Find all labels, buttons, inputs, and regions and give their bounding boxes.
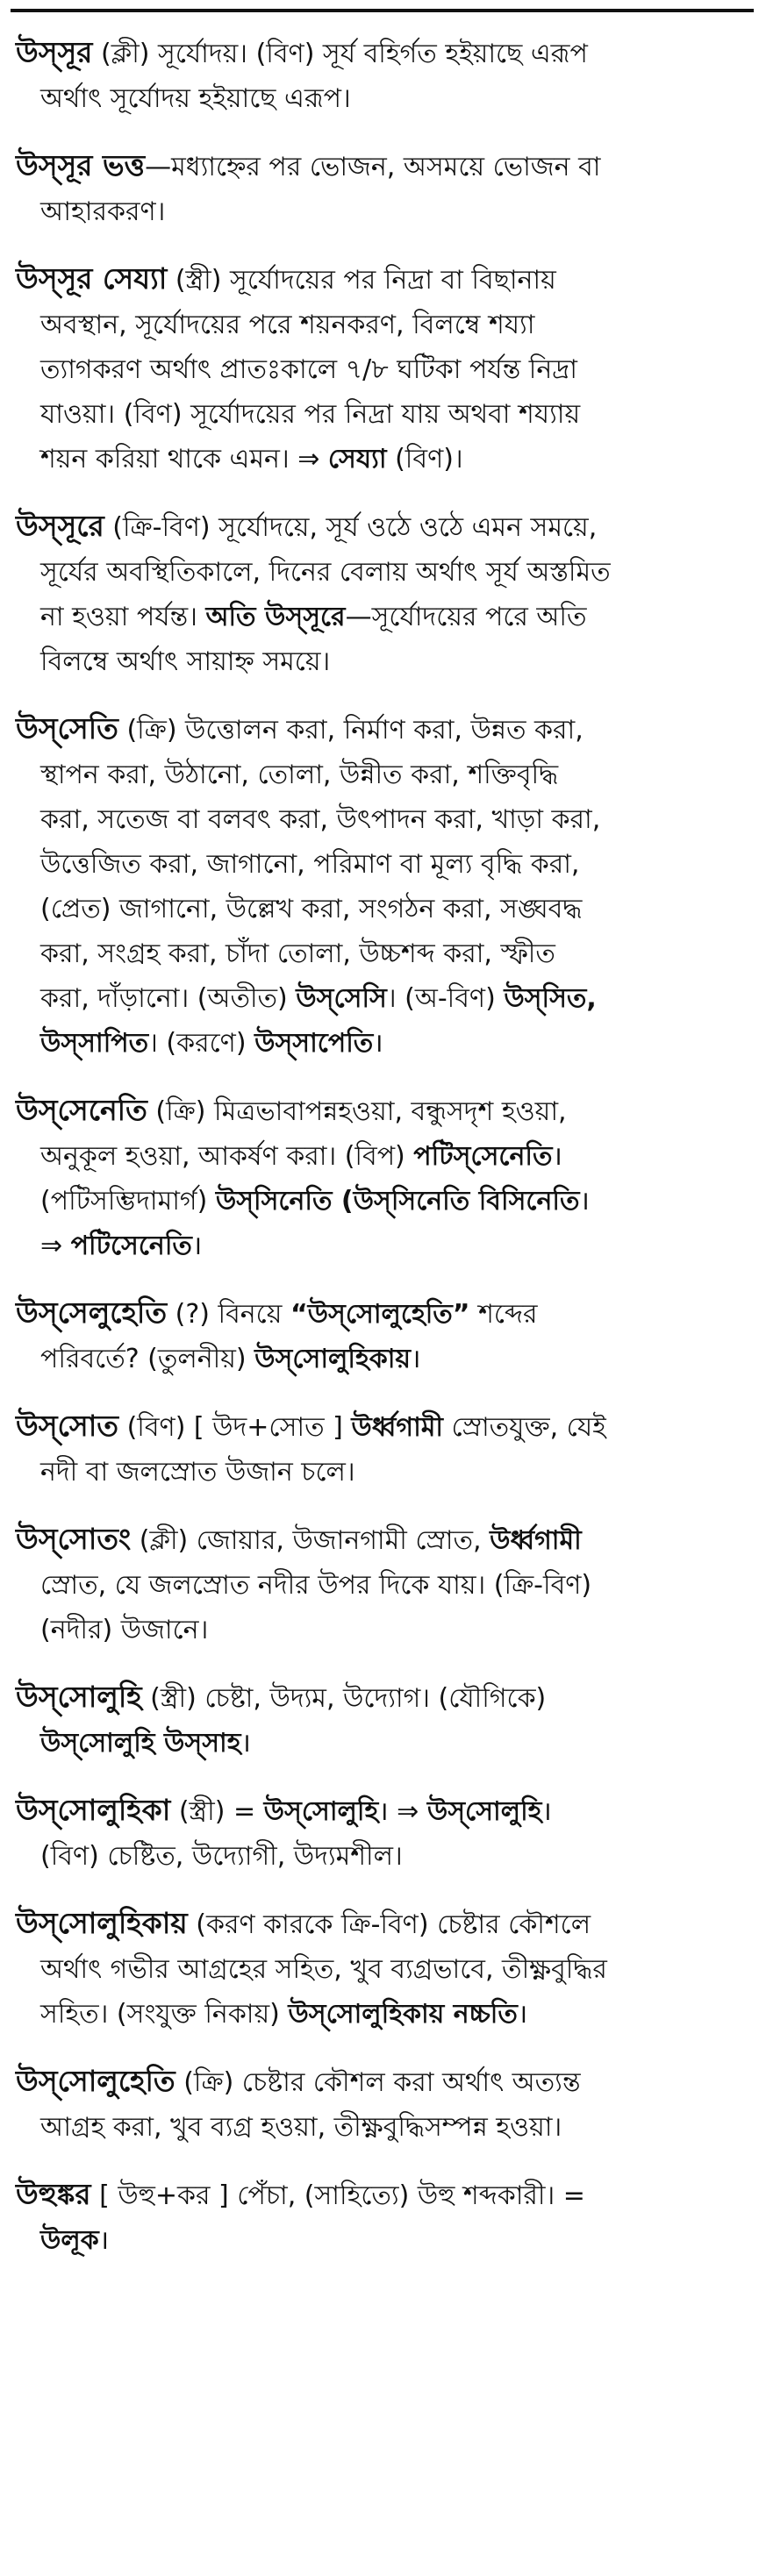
definition-text: অবস্থান, সূর্যোদয়ের পরে শয়নকরণ, বিলম্বে শয্যা [40, 310, 535, 340]
entry-line [16, 2059, 750, 2105]
entry-line [16, 1901, 750, 1947]
definition-text: স্রোতযুক্ত, যেই [443, 1412, 606, 1443]
definition-text: । [411, 1344, 421, 1374]
bold-term: উলূক [40, 2225, 99, 2256]
entry-line [16, 2172, 750, 2218]
entry-line [16, 797, 750, 842]
definition-text: (বিণ) [ উদ+সোত ] [118, 1412, 352, 1443]
definition-text: (বিণ)। [386, 444, 463, 475]
bold-term: উস্‌সোলুহি [426, 1796, 542, 1827]
entry-line [16, 842, 750, 887]
entry-line [16, 1992, 750, 2037]
top-rule [11, 9, 754, 12]
bold-term: অতি উস্‌সূরে [205, 602, 346, 632]
definition-text: অনুকূল হওয়া, আকর্ষণ করা। (বিপ) [40, 1141, 414, 1172]
entry-line [16, 256, 750, 303]
dictionary-entry [16, 2172, 750, 2263]
definition-text: (ক্রি-বিণ) সূর্যোদয়ে, সূর্য ওঠে ওঠে এমন সময়ে, [104, 512, 598, 543]
headword: উস্‌সোত [16, 1409, 119, 1443]
definition-text: (স্ত্রী) চেষ্টা, উদ্যম, উদ্যোগ। (যৌগিকে) [141, 1683, 547, 1714]
definition-text: সূর্যের অবস্থিতিকালে, দিনের বেলায় অর্থাৎ সূর্য অস্তমিত [40, 557, 611, 588]
definition-text: [ উহু+কর ] পেঁচা, (সাহিত্যে) উহু শব্দকারী। = [90, 2180, 585, 2211]
dictionary-entry [16, 2059, 750, 2150]
definition-text: (স্ত্রী) = [170, 1796, 264, 1827]
dictionary-entry [16, 30, 750, 121]
headword: উস্‌সোলুহি [16, 1680, 142, 1714]
entry-line [16, 347, 750, 392]
entry-line [16, 2218, 750, 2263]
entry-line [16, 1834, 750, 1879]
entry-line [16, 931, 750, 976]
headword: উস্‌সোলুহেতি [16, 2064, 175, 2098]
definition-text: (ক্রি) চেষ্টার কৌশল করা অর্থাৎ অত্যন্ত [175, 2067, 581, 2098]
bold-term: উস্‌সোলুহি উস্‌সাহ [40, 1728, 241, 1759]
bold-term: উস্‌সিনেতি (উস্‌সিনেতি বিসিনেতি [215, 1186, 580, 1217]
headword: উস্‌সোতং [16, 1522, 132, 1556]
definition-text: করা, দাঁড়ানো। (অতীত) [40, 983, 297, 1014]
dictionary-entry [16, 1516, 750, 1652]
definition-text: (ক্লী) সূর্যোদয়। (বিণ) সূর্য বহির্গত হইয়াছে এরূপ [92, 39, 588, 69]
entry-line [16, 1947, 750, 1992]
definition-text: (করণ কারকে ক্রি-বিণ) চেষ্টার কৌশলে [187, 1909, 591, 1940]
bold-term: উর্ধ্বগামী [490, 1525, 582, 1556]
bold-term: উস্‌সাপেতি [254, 1028, 374, 1059]
definition-text: বিলম্বে অর্থাৎ সায়াহ্ন সময়ে। [40, 646, 331, 677]
definition-text: করা, সতেজ বা বলবৎ করা, উৎপাদন করা, খাড়া করা, [40, 804, 601, 835]
entry-line [16, 706, 750, 753]
definition-text: । [579, 1186, 590, 1217]
dictionary-entry [16, 1901, 750, 2037]
headword: উস্‌সেনেতি [16, 1093, 147, 1127]
dictionary-entry [16, 1088, 750, 1268]
definition-text: ত্যাগকরণ অর্থাৎ প্রাতঃকালে ৭/৮ ঘটিকা পর্যন্ত নিদ্রা [40, 354, 577, 385]
definition-text: (প্রেত) জাগানো, উল্লেখ করা, সংগঠন করা, সঙ্ঘবদ্ধ [40, 894, 583, 924]
entry-line [16, 887, 750, 931]
entry-line [16, 1337, 750, 1381]
definition-text: । [373, 1028, 383, 1059]
headword: উস্‌সোলুহিকা [16, 1793, 171, 1827]
dictionary-entry [16, 503, 750, 684]
bold-term: উর্ধ্বগামী [351, 1412, 444, 1443]
entry-line [16, 1450, 750, 1495]
dictionary-entry [16, 1403, 750, 1495]
definition-text: ⇒ [40, 1231, 71, 1261]
entry-line [16, 976, 750, 1021]
definition-text: আগ্রহ করা, খুব ব্যগ্র হওয়া, তীক্ষ্ণবুদ্ধিসম্পন্ন হওয়া। [40, 2112, 562, 2143]
definition-text: (বিণ) চেষ্টিত, উদ্যোগী, উদ্যমশীল। [40, 1841, 403, 1872]
dictionary-entry [16, 1674, 750, 1766]
definition-text: (স্ত্রী) সূর্যোদয়ের পর নিদ্রা বা বিছানায় [167, 265, 556, 296]
headword: উহুঙ্কর [16, 2177, 91, 2211]
bold-term: পটিসেনেতি [70, 1231, 192, 1261]
definition-text: । [98, 2225, 110, 2256]
bold-term: উস্‌সোলুহি [263, 1796, 379, 1827]
definition-text: । [541, 1796, 552, 1827]
entry-line [16, 1721, 750, 1766]
dictionary-entry [16, 143, 750, 234]
entry-line [16, 2105, 750, 2150]
entry-line [16, 1788, 750, 1834]
entry-line [16, 1021, 750, 1066]
entry-line [16, 1403, 750, 1450]
entry-line [16, 1563, 750, 1608]
entry-line [16, 639, 750, 684]
definition-text: শব্দের [469, 1299, 538, 1330]
dictionary-entry [16, 1290, 750, 1381]
definition-text: । (করণে) [148, 1028, 255, 1059]
definition-text: —সূর্যোদয়ের পরে অতি [345, 602, 587, 632]
definition-text: স্রোত, যে জলস্রোত নদীর উপর দিকে যায়। (ক্রি-বিণ) [40, 1570, 592, 1601]
headword: উস্‌সেতি [16, 711, 118, 746]
definition-text: । ⇒ [378, 1796, 427, 1827]
dictionary-entry [16, 256, 750, 482]
entry-line [16, 1674, 750, 1721]
entry-line [16, 76, 750, 121]
definition-text: সহিত। (সংযুক্ত নিকায়) [40, 1999, 289, 2030]
definition-text: । [191, 1231, 203, 1261]
definition-text: স্থাপন করা, উঠানো, তোলা, উন্নীত করা, শক্তিবৃদ্ধি [40, 760, 559, 790]
definition-text: —মধ্যাহ্নের পর ভোজন, অসময়ে ভোজন বা [145, 152, 601, 182]
definition-text: (পটিসম্ভিদামার্গ) [40, 1186, 216, 1217]
entry-line [16, 550, 750, 595]
definition-text: (ক্রি) উত্তোলন করা, নির্মাণ করা, উন্নত করা, [118, 715, 584, 746]
headword: উস্‌সূর সেয্যা [16, 261, 168, 296]
entry-line [16, 1224, 750, 1268]
dictionary-entry [16, 706, 750, 1066]
entry-line [16, 189, 750, 234]
entry-line [16, 1134, 750, 1179]
entry-line [16, 437, 750, 482]
entry-line [16, 1088, 750, 1134]
bold-term: সেয্যা [327, 444, 387, 475]
entry-line [16, 503, 750, 550]
bold-term: “উস্‌সোলুহেতি” [290, 1299, 470, 1330]
headword: উস্‌সূর ভত্ত [16, 148, 146, 182]
entry-line [16, 392, 750, 437]
bold-term: উস্‌সাপিত [40, 1028, 149, 1059]
entry-line [16, 1179, 750, 1224]
definition-text: উত্তেজিত করা, জাগানো, পরিমাণ বা মূল্য বৃদ্ধি করা, [40, 849, 580, 880]
bold-term: উস্‌সোলুহিকায় [254, 1344, 412, 1374]
headword: উস্‌সূরে [16, 509, 104, 543]
definition-text: করা, সংগ্রহ করা, চাঁদা তোলা, উচ্চশব্দ করা, স্ফীত [40, 938, 555, 969]
dictionary-entry [16, 1788, 750, 1879]
definition-text: (নদীর) উজানে। [40, 1615, 209, 1645]
entry-line [16, 1516, 750, 1563]
bold-term: উস্‌সোলুহিকায় নচ্চতি [288, 1999, 518, 2030]
entry-line [16, 303, 750, 347]
definition-text: । [240, 1728, 251, 1759]
headword: উস্‌সোলুহিকায় [16, 1906, 188, 1940]
entry-line [16, 143, 750, 189]
entry-line [16, 1290, 750, 1337]
definition-text: নদী বা জলস্রোত উজান চলে। [40, 1457, 355, 1488]
definition-text: আহারকরণ। [40, 196, 166, 227]
entry-line [16, 595, 750, 639]
definition-text: শয়ন করিয়া থাকে এমন। ⇒ [40, 444, 328, 475]
bold-term: পটিস্‌সেনেতি [413, 1141, 553, 1172]
entry-line [16, 1608, 750, 1652]
definition-text: (?) বিনয়ে [167, 1299, 290, 1330]
entry-line [16, 753, 750, 797]
headword: উস্‌সূর [16, 35, 93, 69]
bold-term: উস্‌সিত, [504, 983, 597, 1014]
headword: উস্‌সেলুহেতি [16, 1295, 168, 1330]
definition-text: অর্থাৎ সূর্যোদয় হইয়াছে এরূপ। [40, 83, 351, 114]
definition-text: অর্থাৎ গভীর আগ্রহের সহিত, খুব ব্যগ্রভাবে, তীক্ষ্ণবুদ্ধির [40, 1954, 607, 1985]
definition-text: । [552, 1141, 562, 1172]
bold-term: উস্‌সেসি [296, 983, 387, 1014]
dictionary-page [16, 30, 750, 2285]
definition-text: পরিবর্তে? (তুলনীয়) [40, 1344, 255, 1374]
definition-text: যাওয়া। (বিণ) সূর্যোদয়ের পর নিদ্রা যায় অথবা শয্যায় [40, 399, 581, 430]
definition-text: না হওয়া পর্যন্ত। [40, 602, 206, 632]
entry-line [16, 30, 750, 76]
definition-text: । (অ-বিণ) [386, 983, 505, 1014]
definition-text: (ক্রি) মিত্রভাবাপন্নহওয়া, বন্ধুসদৃশ হওয়া, [147, 1096, 567, 1127]
definition-text: । [517, 1999, 528, 2030]
definition-text: (ক্লী) জোয়ার, উজানগামী স্রোত, [131, 1525, 490, 1556]
